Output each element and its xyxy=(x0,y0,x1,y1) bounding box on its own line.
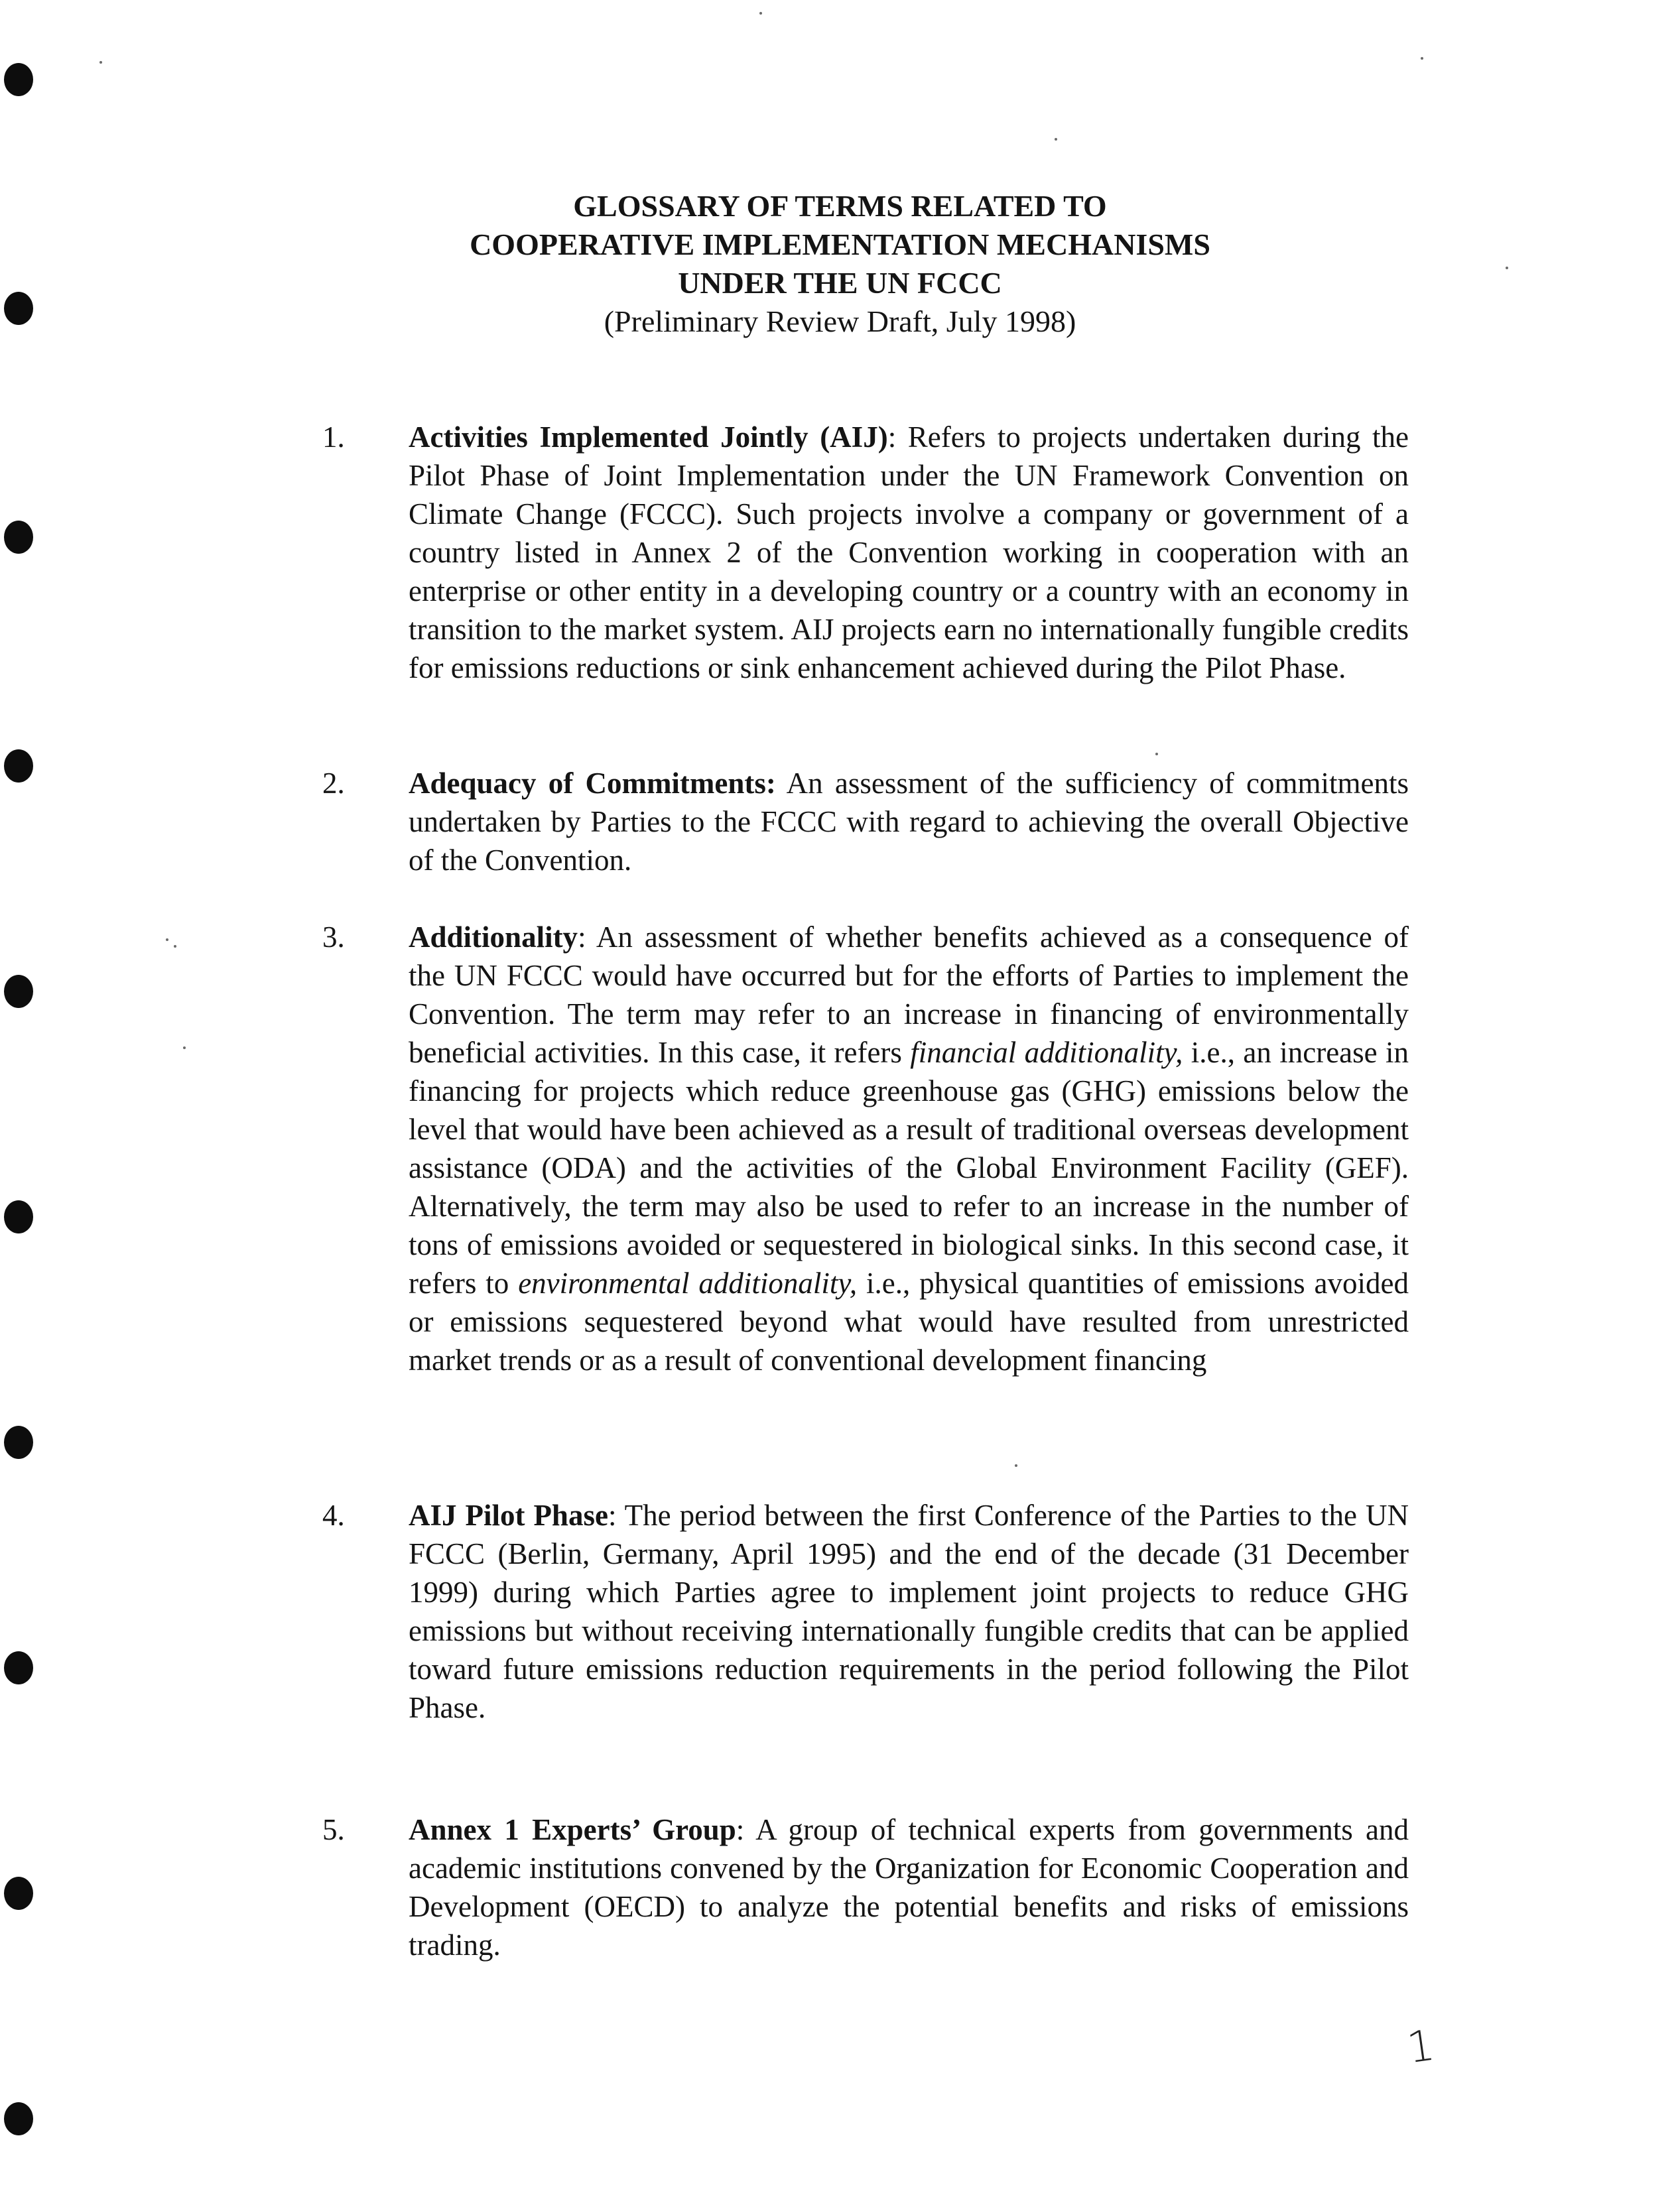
entry-definition-italic: environmental additionality, xyxy=(518,1267,858,1300)
entry-definition-italic: financial additionality, xyxy=(910,1036,1183,1069)
entry-term: Annex 1 Experts’ Group xyxy=(409,1813,736,1846)
entry-number: 1. xyxy=(322,420,345,454)
entry-term: Activities Implemented Jointly (AIJ) xyxy=(409,420,888,454)
page-number: 1 xyxy=(1404,2021,1438,2074)
entry-separator: : xyxy=(736,1813,745,1846)
entry-number: 2. xyxy=(322,767,345,800)
scan-speck xyxy=(1015,1464,1017,1467)
entry-separator: : xyxy=(578,920,586,954)
punch-hole xyxy=(4,1877,33,1910)
entry-term: Adequacy of Commitments: xyxy=(409,767,776,800)
entry-text xyxy=(409,418,1409,687)
entry-number: 3. xyxy=(322,920,345,954)
scan-speck xyxy=(99,61,102,64)
entry-text xyxy=(409,764,1409,879)
entry-text xyxy=(409,1496,1409,1727)
entry-separator: : xyxy=(608,1499,617,1532)
punch-hole xyxy=(4,2102,33,2135)
entry-term: Additionality xyxy=(409,920,578,954)
scan-speck xyxy=(183,1046,186,1049)
entry-separator: : xyxy=(887,420,897,454)
scan-speck xyxy=(174,945,176,948)
scan-speck xyxy=(759,12,762,15)
title-line-1: GLOSSARY OF TERMS RELATED TO xyxy=(573,189,1107,223)
scan-speck xyxy=(1055,138,1057,141)
punch-hole xyxy=(4,63,33,96)
entry-text xyxy=(409,1810,1409,1964)
entry-definition: An assessment of whether benefits achieved as a consequence of the UN FCCC would have occurred but for the efforts of Parties to implement the Convention. The term may refer to an increase in financing of environmentally beneficial activities. In this case, it refers xyxy=(409,920,1409,1069)
entry-definition: A group of technical experts from governments and academic institutions convened by the Organization for Economic Cooperation and Development (OECD) to analyze the potential benefits and risks of emissions trading. xyxy=(409,1813,1409,1962)
entry-text xyxy=(409,918,1409,1379)
punch-hole xyxy=(4,1426,33,1459)
entry-definition: An assessment of the sufficiency of commitments undertaken by Parties to the FCCC with regard to achieving the overall Objective of the Convention. xyxy=(409,767,1409,877)
title-line-2: COOPERATIVE IMPLEMENTATION MECHANISMS xyxy=(470,227,1210,261)
entry-definition: i.e., an increase in financing for projects which reduce greenhouse gas (GHG) emissions below the level that would have been achieved as a result of traditional overseas development assistance (ODA) and the activities of the Global Environment Facility (GEF). Alternatively, the term may also be used to refer to an increase in the number of tons of emissions avoided or sequestered in biological sinks. In this second case, it refers to xyxy=(409,1036,1409,1300)
scan-speck xyxy=(1155,753,1158,755)
entry-term: AIJ Pilot Phase xyxy=(409,1499,608,1532)
punch-hole xyxy=(4,749,33,783)
title-line-3: UNDER THE UN FCCC xyxy=(678,266,1002,300)
entry-definition: The period between the first Conference of the Parties to the UN FCCC (Berlin, Germany, April 1995) and the end of the decade (31 December 1999) during which Parties agree to implement joint projects to reduce GHG emissions but without receiving internationally fungible credits that can be applied toward future emissions reduction requirements in the period following the Pilot Phase. xyxy=(409,1499,1409,1724)
punch-hole xyxy=(4,1651,33,1684)
entry-number: 5. xyxy=(322,1813,345,1846)
punch-hole xyxy=(4,975,33,1008)
entry-definition: Refers to projects undertaken during the Pilot Phase of Joint Implementation under the UN Framework Convention on Climate Change (FCCC). Such projects involve a company or government of a country listed in Annex 2 of the Convention working in cooperation with an enterprise or other entity in a developing country or a country with an economy in transition to the market system. AIJ projects earn no internationally fungible credits for emissions reductions or sink enhancement achieved during the Pilot Phase. xyxy=(409,420,1409,684)
punch-hole xyxy=(4,521,33,554)
scan-speck xyxy=(1421,57,1423,60)
scan-speck xyxy=(166,938,168,941)
entry-definition: i.e., physical quantities of emissions avoided or emissions sequestered beyond what would have resulted from unrestricted market trends or as a result of conventional development financing xyxy=(409,1267,1409,1377)
document-subtitle: (Preliminary Review Draft, July 1998) xyxy=(604,304,1076,338)
entry-number: 4. xyxy=(322,1499,345,1532)
punch-hole xyxy=(4,1200,33,1233)
document-header xyxy=(0,187,1680,341)
